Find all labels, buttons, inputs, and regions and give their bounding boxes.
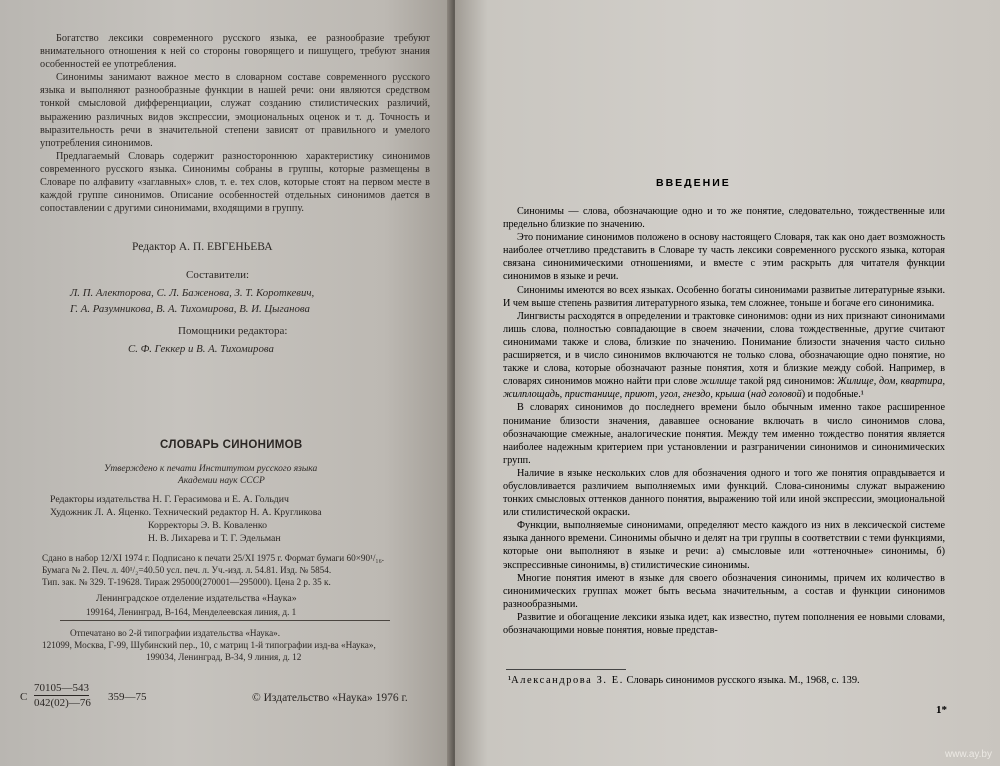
text-run: Лингвисты расходятся в определении и трактовке синонимов: одни из них признают синонимами лишь слова, полностью совпадающие в своем значении, слова тождественные, другие считают синонимами также и слова, близкие по значению. Понимание близости значения часто сильно расширяется, и в число синонимов включаются не только слова, обозначающие одно понятие, но также и слова, которые обозначают разные понятия, хотя и близкие между собой. Например, в словарях синонимов можно найти при слове [503, 310, 945, 388]
code-denominator: 042(02)—76 [34, 697, 91, 709]
footnote-rule [506, 669, 626, 670]
publication-code [20, 682, 160, 716]
publisher-line: 199164, Ленинград, В-164, Менделеевская линия, д. 1 [86, 607, 297, 617]
left-page [0, 0, 452, 766]
copyright-line: © Издательство «Наука» 1976 г. [252, 692, 408, 704]
body-paragraph: Это понимание синонимов положено в основу настоящего Словаря, так как оно дает возможность наиболее отчетливо представить в Словаре ту часть лексики современного русского языка, которая связана синонимическими отношениями, и вместе с этим раскрыть для читателя функции синонимов в языке и речи. [503, 232, 945, 283]
body-paragraph: Синонимы — слова, обозначающие одно и то же понятие, следовательно, тождественные или предельно близкие по значению. [503, 206, 945, 231]
compilers-heading: Составители: [186, 269, 250, 281]
editor-line: Редактор А. П. ЕВГЕНЬЕВА [132, 241, 273, 253]
approved-line: Академии наук СССР [178, 476, 265, 486]
code-numerator: 70105—543 [34, 682, 89, 694]
divider-rule [60, 620, 390, 621]
body-paragraph [503, 310, 945, 402]
code-prefix: С [20, 691, 28, 703]
body-paragraph: Наличие в языке нескольких слов для обозначения одного и того же понятия оправдывается и обусловливается различием выполняемых ими функций. Слова-синонимы служат выражению тонких смысловых оттенков данного понятия, выражению той или иной экспрессии, эмоциональной или стилистической окраски. [503, 467, 945, 519]
footnote-author: Александрова З. Е. [511, 675, 624, 686]
watermark: www.ay.by [944, 749, 992, 760]
print-details-line: Бумага № 2. Печ. л. 40¹/₂=40.50 усл. печ. л. Уч.-изд. л. 54.81. Изд. № 5854. [42, 565, 332, 575]
italic-word: над головой [750, 389, 802, 401]
left-intro [40, 32, 430, 215]
italic-synonym-list: Жилище, дом, квартира, жилплощадь, пристанище, приют, угол, гнездо, крыша [503, 376, 945, 401]
publisher-line: Ленинградское отделение издательства «Наука» [96, 593, 297, 604]
code-suffix: 359—75 [108, 691, 147, 703]
text-run: такой ряд синонимов: [736, 376, 838, 388]
assistants-heading: Помощники редактора: [178, 325, 288, 337]
section-heading: ВВЕДЕНИЕ [656, 177, 731, 189]
printer-line: 121099, Москва, Г-99, Шубинский пер., 10, с матриц 1-й типографии изд-ва «Наука», [42, 640, 376, 650]
body-paragraph: В словарях синонимов до последнего времени было обычным именно такое расширенное понимание близости значения, дававшее основание включать в число синонимов слова, обозначающие смежные, аналогические понятия. Между тем именно тождество понятия является наиболее надежным критерием при установлении и разграничении синонимов и синонимических групп. [503, 402, 945, 466]
body-paragraph: Функции, выполняемые синонимами, определяют место каждого из них в лексической системе языка данного времени. Синонимы обычно и делят на три группы в соответствии с теми функциями, которые они выполняют в языке и речи: а) смысловые или «оттеночные» синонимы, б) экспрессивные синонимы, в) стилистические синонимы. [503, 520, 945, 571]
assistants-line: С. Ф. Геккер и В. А. Тихомирова [128, 343, 274, 355]
print-details-line: Тип. зак. № 329. Т-19628. Тираж 295000(270001—295000). Цена 2 р. 35 к. [42, 577, 331, 587]
printer-line: Отпечатано во 2-й типографии издательства «Наука». [70, 628, 281, 638]
page-signature: 1* [936, 704, 947, 716]
printer-line: 199034, Ленинград, В-34, 9 линия, д. 12 [146, 652, 302, 662]
body-paragraph: Синонимы имеются во всех языках. Особенно богаты синонимами развитые литературные языки. И чем выше степень развития литературного языка, тем сложнее, тоньше и богаче его синонимика. [503, 284, 945, 309]
book-title: СЛОВАРЬ СИНОНИМОВ [160, 439, 303, 451]
footnote-text: Словарь синонимов русского языка. М., 1968, с. 139. [623, 675, 860, 686]
footnote-mark: ¹ [508, 675, 512, 686]
body-paragraph: Развитие и обогащение лексики языка идет, как известно, путем пополнения ее новыми словами, обозначающими новые понятия, новые представ- [503, 611, 945, 636]
credits-line: Н. В. Лихарева и Т. Г. Эдельман [148, 533, 281, 544]
intro-paragraph: Предлагаемый Словарь содержит разностороннюю характеристику синонимов современного русского языка. Синонимы собраны в группы, которые размещены в Словаре по алфавиту «заглавных» слов, т. е. тех слов, которые стоят на первом месте в каждой группе синонимов. Описание особенностей отдельных синонимов дается в сопоставлении с другими синонимами, входящими в группу. [40, 150, 430, 215]
intro-paragraph: Богатство лексики современного русского языка, ее разнообразие требуют внимательного отношения к ней со стороны говорящего и пишущего, требуют знания особенностей ее употребления. [40, 33, 430, 71]
compilers-line: Г. А. Разумникова, В. А. Тихомирова, В. И. Цыганова [70, 303, 310, 315]
italic-word: жилище [700, 376, 737, 388]
credits-line: Художник Л. А. Яценко. Технический редактор Н. А. Кругликова [50, 507, 322, 518]
introduction-body [503, 205, 945, 637]
credits-line: Редакторы издательства Н. Г. Герасимова и Е. А. Гольдич [50, 494, 289, 505]
credits-line: Корректоры Э. В. Коваленко [148, 520, 268, 531]
footnote [508, 674, 948, 688]
text-run: ( [744, 389, 751, 401]
approved-line: Утверждено к печати Институтом русского языка [104, 464, 318, 474]
body-paragraph: Многие понятия имеют в языке для своего обозначения синонимы, причем их количество в синонимических группах может быть весьма значительным, а состав и функции синонимов разнообразными. [503, 572, 945, 610]
text-run: ) и подобные.¹ [801, 389, 864, 401]
print-details-line: Сдано в набор 12/XI 1974 г. Подписано к печати 25/XI 1975 г. Формат бумаги 60×90¹/₁₆. [42, 553, 385, 563]
compilers-line: Л. П. Алекторова, С. Л. Баженова, З. Т. Короткевич, [70, 287, 315, 299]
intro-paragraph: Синонимы занимают важное место в словарном составе современного русского языка и выполняют разнообразные функции в нашей речи: они являются средством тонкой смысловой дифференциации, служат созданию стилистических различий, выражению различных видов экспрессии, эмоциональных оценок и т. д. Точность и выразительность речи в значительной степени зависят от правильного и умелого употребления синонимов. [40, 72, 430, 149]
